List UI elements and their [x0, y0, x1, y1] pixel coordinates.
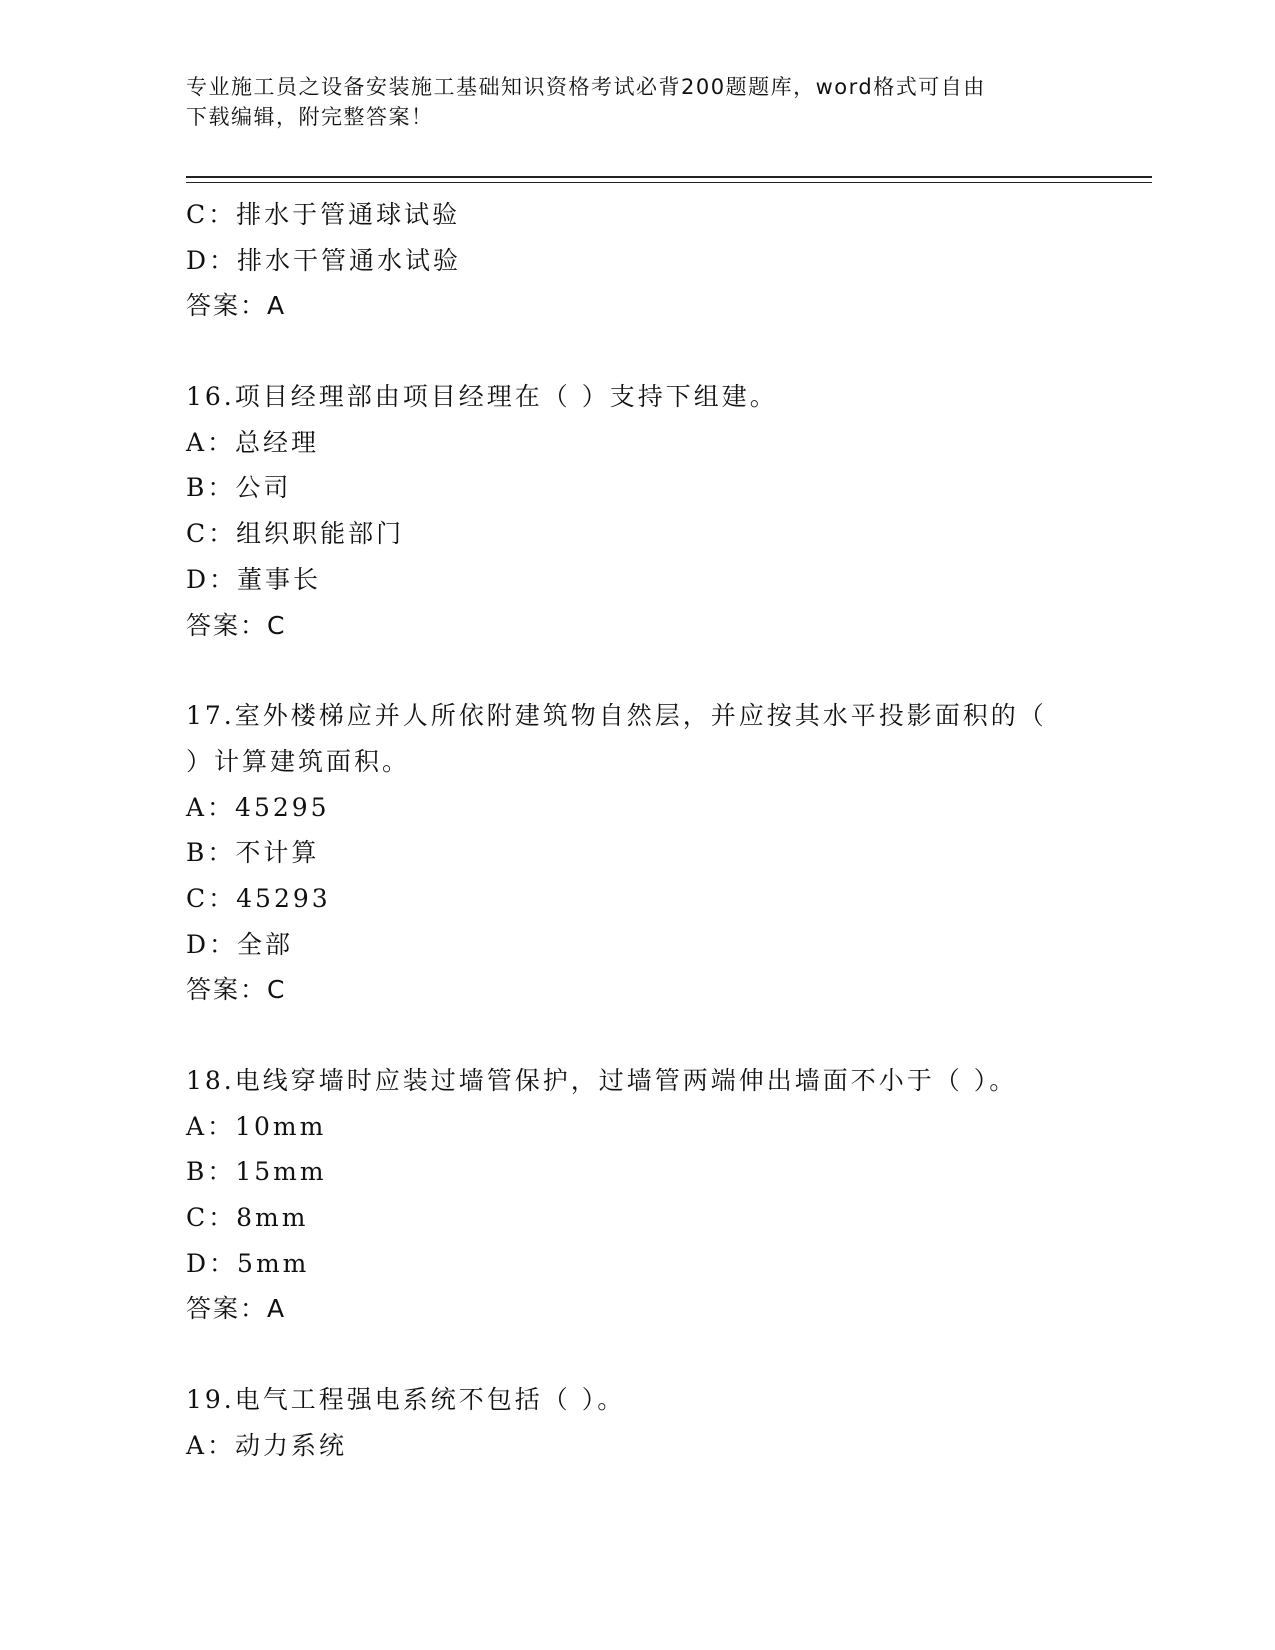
- question-list: [186, 192, 1152, 1469]
- option-d: D：5mm: [186, 1248, 310, 1278]
- option-b: B：公司: [186, 473, 292, 503]
- question-18: [186, 1058, 1152, 1332]
- option-d: D：董事长: [186, 564, 322, 594]
- answer: 答案：A: [186, 1294, 287, 1324]
- question-stem: 19.电气工程强电系统不包括（ ）。: [186, 1385, 626, 1415]
- option-d: D：排水干管通水试验: [186, 245, 462, 275]
- option-a: A：总经理: [186, 427, 320, 457]
- header-rule-thick: [186, 176, 1152, 178]
- header-line-1: 专业施工员之设备安装施工基础知识资格考试必背200题题库，word格式可自由: [186, 75, 986, 99]
- question-17: [186, 693, 1152, 1013]
- option-a: A：动力系统: [186, 1430, 348, 1460]
- question-stem: 16.项目经理部由项目经理在（ ）支持下组建。: [186, 382, 778, 412]
- header-rule-thin: [186, 182, 1152, 183]
- option-b: B：不计算: [186, 838, 320, 868]
- question-stem-line-1: 17.室外楼梯应并人所依附建筑物自然层，并应按其水平投影面积的（: [186, 701, 1047, 731]
- option-d: D：全部: [186, 929, 294, 959]
- option-a: A：45295: [186, 792, 330, 822]
- document-header: [186, 72, 1086, 132]
- question-stem-line-2: ）计算建筑面积。: [186, 746, 411, 776]
- option-c: C：45293: [186, 883, 331, 913]
- answer: 答案：A: [186, 291, 287, 321]
- answer: 答案：C: [186, 610, 287, 640]
- answer: 答案：C: [186, 975, 287, 1005]
- option-b: B：15mm: [186, 1157, 327, 1187]
- question-16: [186, 374, 1152, 648]
- option-c: C：排水于管通球试验: [186, 200, 461, 229]
- option-c: C：组织职能部门: [186, 519, 405, 549]
- question-19: [186, 1377, 1152, 1468]
- question-15-partial: [186, 192, 1152, 329]
- option-c: C：8mm: [186, 1203, 309, 1233]
- question-stem: 18.电线穿墙时应装过墙管保护，过墙管两端伸出墙面不小于（ ）。: [186, 1066, 1018, 1095]
- header-line-2: 下载编辑，附完整答案！: [186, 105, 434, 129]
- option-a: A：10mm: [186, 1111, 327, 1141]
